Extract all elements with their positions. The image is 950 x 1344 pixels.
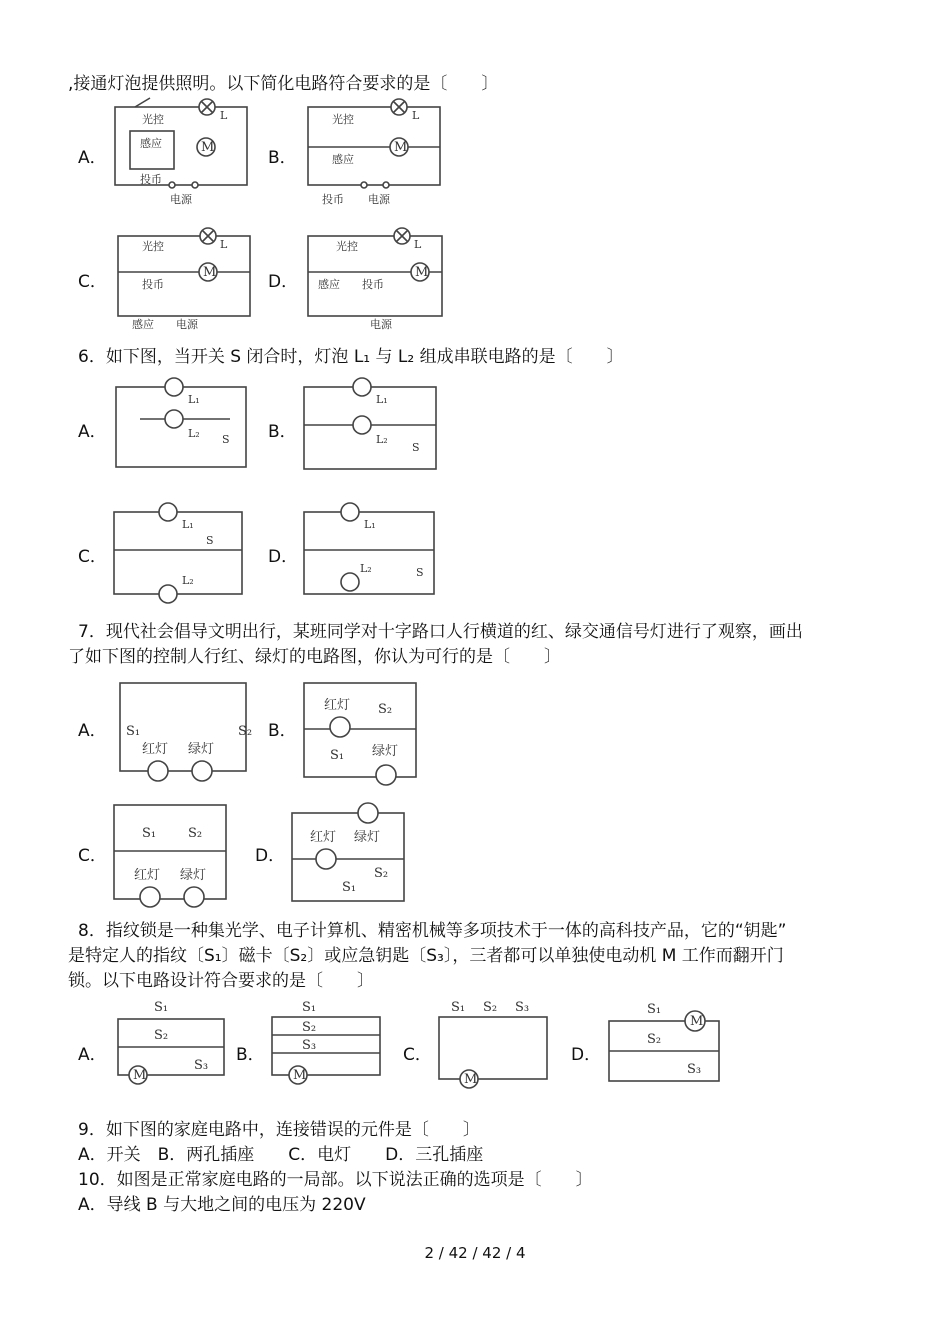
svg-text:S₁: S₁ <box>451 1000 466 1015</box>
svg-text:S₁: S₁ <box>330 748 345 763</box>
svg-text:绿灯: 绿灯 <box>372 744 399 759</box>
svg-text:光控: 光控 <box>332 113 354 126</box>
svg-text:红灯: 红灯 <box>324 698 351 713</box>
svg-text:M: M <box>394 140 408 155</box>
q8-option-c: C． <box>403 1045 432 1065</box>
q6-stem: 6．如下图，当开关 S 闭合时，灯泡 L₁ 与 L₂ 组成串联电路的是〔 〕 <box>78 347 624 367</box>
q5-option-b: B． <box>268 148 297 168</box>
svg-text:S₁: S₁ <box>342 880 357 895</box>
svg-text:S₃: S₃ <box>515 1000 530 1015</box>
svg-text:L: L <box>414 238 422 251</box>
svg-text:红灯: 红灯 <box>134 868 161 883</box>
q8-option-d: D． <box>571 1045 602 1065</box>
q5-option-c: C． <box>78 272 107 292</box>
q9-stem: 9．如下图的家庭电路中，连接错误的元件是〔 〕 <box>78 1120 480 1140</box>
svg-text:S₂: S₂ <box>374 866 389 881</box>
svg-text:L₂: L₂ <box>182 574 194 587</box>
svg-text:光控: 光控 <box>336 240 358 253</box>
svg-text:感应: 感应 <box>332 153 354 166</box>
svg-text:S₂: S₂ <box>483 1000 498 1015</box>
svg-text:S: S <box>222 433 230 446</box>
q6-figure-d <box>300 498 437 600</box>
svg-text:电源: 电源 <box>176 318 198 331</box>
svg-text:感应: 感应 <box>132 318 154 331</box>
svg-text:M: M <box>133 1068 147 1083</box>
svg-text:L₁: L₁ <box>376 393 388 406</box>
q7-figure-a <box>110 673 254 783</box>
q6-option-a: A． <box>78 422 107 442</box>
q7-figure-c <box>110 795 230 905</box>
svg-text:M: M <box>293 1068 307 1083</box>
svg-text:S₂: S₂ <box>188 826 203 841</box>
q5-figure-a <box>110 95 252 207</box>
svg-text:L: L <box>220 238 228 251</box>
svg-text:光控: 光控 <box>142 113 164 126</box>
svg-text:红灯: 红灯 <box>310 830 337 845</box>
q8-figure-a <box>110 995 228 1097</box>
svg-text:光控: 光控 <box>142 240 164 253</box>
svg-text:S₂: S₂ <box>154 1028 169 1043</box>
svg-text:绿灯: 绿灯 <box>354 830 381 845</box>
svg-text:S₃: S₃ <box>194 1058 209 1073</box>
q7-option-a: A． <box>78 721 107 741</box>
svg-text:绿灯: 绿灯 <box>180 868 207 883</box>
q9-options: A．开关 B．两孔插座 C．电灯 D．三孔插座 <box>78 1145 484 1165</box>
svg-text:绿灯: 绿灯 <box>188 742 215 757</box>
q6-option-b: B． <box>268 422 297 442</box>
svg-text:M: M <box>415 265 429 280</box>
q6-option-d: D． <box>268 547 299 567</box>
q5-option-a: A． <box>78 148 107 168</box>
svg-text:S₃: S₃ <box>687 1062 702 1077</box>
svg-text:S₂: S₂ <box>647 1032 662 1047</box>
q8-figure-c <box>435 995 551 1097</box>
svg-text:投币: 投币 <box>142 278 164 291</box>
q5-stem: ,接通灯泡提供照明。以下简化电路符合要求的是〔 〕 <box>68 74 499 94</box>
svg-text:S₁: S₁ <box>302 1000 317 1015</box>
q8-stem-line1: 8．指纹锁是一种集光学、电子计算机、精密机械等多项技术于一体的高科技产品，它的“钥匙” <box>78 921 787 941</box>
svg-text:投币: 投币 <box>322 193 344 206</box>
svg-text:S₃: S₃ <box>302 1038 317 1053</box>
svg-text:红灯: 红灯 <box>142 742 169 757</box>
svg-text:S: S <box>412 441 420 454</box>
svg-text:S: S <box>206 534 214 547</box>
q7-option-d: D． <box>255 846 286 866</box>
svg-text:S₂: S₂ <box>378 702 393 717</box>
svg-text:S: S <box>416 566 424 579</box>
q6-figure-c <box>110 498 245 600</box>
q5-figure-b <box>300 95 445 207</box>
q8-option-a: A． <box>78 1045 107 1065</box>
q5-option-d: D． <box>268 272 299 292</box>
q6-figure-b <box>300 373 440 475</box>
svg-text:S₁: S₁ <box>154 1000 169 1015</box>
svg-text:M: M <box>690 1014 704 1029</box>
svg-text:L₁: L₁ <box>364 518 376 531</box>
svg-text:L₂: L₂ <box>188 427 200 440</box>
q8-option-b: B． <box>236 1045 265 1065</box>
q6-figure-a <box>110 373 250 475</box>
svg-text:投币: 投币 <box>362 278 384 291</box>
q7-stem-line1: 7．现代社会倡导文明出行，某班同学对十字路口人行横道的红、绿交通信号灯进行了观察，画出 <box>78 622 803 642</box>
q8-figure-b <box>266 995 386 1097</box>
q8-stem-line2: 是特定人的指纹〔S₁〕磁卡〔S₂〕或应急钥匙〔S₃〕，三者都可以单独使电动机 M 工作而翻开门 <box>68 946 784 966</box>
svg-text:电源: 电源 <box>370 318 392 331</box>
q7-option-b: B． <box>268 721 297 741</box>
svg-text:电源: 电源 <box>368 193 390 206</box>
svg-text:L: L <box>412 109 420 122</box>
svg-text:M: M <box>464 1072 478 1087</box>
svg-text:S₂: S₂ <box>302 1020 317 1035</box>
svg-text:电源: 电源 <box>170 193 192 206</box>
q8-figure-d <box>603 995 723 1097</box>
q10-option-a: A．导线 B 与大地之间的电压为 220V <box>78 1195 366 1215</box>
svg-text:S₁: S₁ <box>126 724 141 739</box>
q8-stem-line3: 锁。以下电路设计符合要求的是〔 〕 <box>68 971 374 991</box>
svg-text:感应: 感应 <box>318 278 340 291</box>
q7-option-c: C． <box>78 846 107 866</box>
q7-figure-d <box>288 795 408 905</box>
q10-stem: 10．如图是正常家庭电路的一局部。以下说法正确的选项是〔 〕 <box>78 1170 593 1190</box>
svg-text:L₂: L₂ <box>376 433 388 446</box>
svg-text:感应: 感应 <box>140 137 162 150</box>
svg-text:M: M <box>203 265 217 280</box>
svg-text:S₁: S₁ <box>647 1002 662 1017</box>
page-number: 2 / 42 / 42 / 4 <box>424 1244 526 1262</box>
q7-figure-b <box>300 673 420 783</box>
q6-option-c: C． <box>78 547 107 567</box>
svg-text:L: L <box>220 109 228 122</box>
svg-text:L₂: L₂ <box>360 562 372 575</box>
svg-text:L₁: L₁ <box>188 393 200 406</box>
svg-text:S₁: S₁ <box>142 826 157 841</box>
svg-text:投币: 投币 <box>140 173 162 186</box>
svg-text:L₁: L₁ <box>182 518 194 531</box>
q7-stem-line2: 了如下图的控制人行红、绿灯的电路图，你认为可行的是〔 〕 <box>68 647 561 667</box>
q5-figure-c <box>110 222 255 332</box>
svg-text:S₂: S₂ <box>238 724 253 739</box>
q5-figure-d <box>300 222 447 332</box>
svg-text:M: M <box>201 140 215 155</box>
